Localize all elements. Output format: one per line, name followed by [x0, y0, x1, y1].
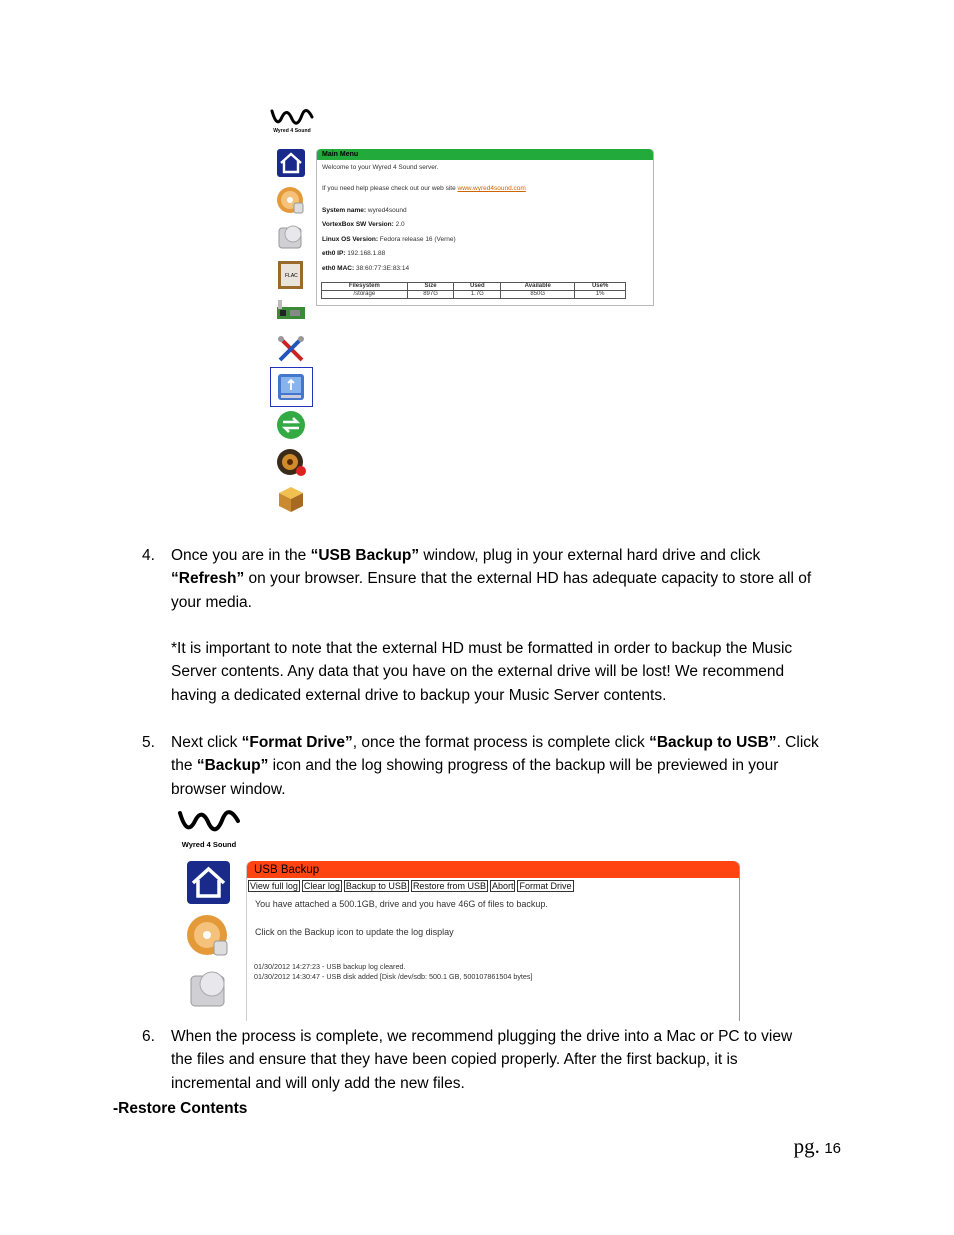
logo-text: Wyred 4 Sound — [273, 128, 311, 134]
system-name-row — [322, 207, 407, 214]
table-header-row — [322, 283, 626, 291]
cell: /storage — [322, 291, 408, 299]
text: the — [171, 757, 197, 775]
bold-text: “Refresh” — [171, 570, 245, 588]
w4s-logo-icon — [268, 107, 316, 129]
label: VortexBox SW Version: — [322, 221, 394, 228]
format-drive-button[interactable]: Format Drive — [519, 881, 572, 891]
welcome-text: Welcome to your Wyred 4 Sound server. — [322, 164, 439, 171]
home-icon[interactable] — [276, 148, 306, 178]
log-line: 01/30/2012 14:27:23 - USB backup log cleared. — [254, 962, 406, 971]
abort-button[interactable]: Abort — [491, 881, 514, 891]
button-row — [248, 880, 576, 892]
text: icon and the log showing progress of the backup will be previewed in your — [268, 757, 779, 775]
col-header: Filesystem — [322, 283, 408, 291]
label: eth0 MAC: — [322, 265, 355, 272]
line: browser window. — [171, 780, 286, 798]
page-prefix: pg. — [793, 1134, 820, 1158]
view-full-log-button[interactable]: View full log — [250, 881, 298, 891]
log-line: 01/30/2012 14:30:47 - USB disk added [Disk /dev/sdb: 500.1 GB, 500107861504 bytes] — [254, 972, 533, 981]
network-card-icon[interactable] — [276, 297, 306, 327]
label: System name: — [322, 207, 367, 214]
text: Once you are in the — [171, 547, 311, 564]
step-6-number: 6. — [142, 1028, 155, 1045]
usb-backup-panel — [246, 861, 740, 1021]
col-header: Available — [501, 283, 575, 291]
text: , once the format process is complete click — [352, 734, 650, 751]
tools-icon[interactable] — [276, 334, 306, 364]
sw-version-row — [322, 221, 405, 228]
value: wyred4sound — [367, 207, 407, 214]
line — [171, 567, 841, 590]
value: 38:60:77:3E:83:14 — [355, 265, 410, 272]
filesystem-table — [321, 282, 626, 299]
warning-note — [171, 637, 841, 707]
cell: 1.7G — [454, 291, 501, 299]
text: . Click — [776, 734, 819, 751]
step-5-number: 5. — [142, 734, 155, 751]
line: *It is important to note that the external HD must be formatted in order to backup the Music — [171, 640, 793, 657]
line: your media. — [171, 593, 252, 611]
value: Fedora release 16 (Verne) — [379, 236, 456, 243]
text: on your browser. Ensure that the external HD has adequate capacity to store all of — [244, 570, 812, 588]
restore-from-usb-button[interactable]: Restore from USB — [412, 881, 486, 891]
svg-text:FLAC: FLAC — [285, 273, 298, 279]
cell: 850G — [501, 291, 575, 299]
line: Server contents. Any data that you have on the external drive will be lost! We recommend — [171, 663, 785, 681]
text: window, plug in your external hard drive and click — [419, 547, 761, 564]
value: 192.168.1.88 — [347, 250, 386, 257]
line — [171, 544, 841, 567]
line — [171, 754, 841, 777]
label: Linux OS Version: — [322, 236, 378, 243]
step-5-text — [171, 731, 841, 801]
flac-icon[interactable] — [276, 260, 306, 290]
section-heading: -Restore Contents — [113, 1100, 248, 1117]
eth0-ip-row — [322, 250, 385, 257]
page-number — [794, 1134, 841, 1159]
sync-icon[interactable] — [276, 410, 306, 440]
package-icon[interactable] — [276, 484, 306, 514]
table-row — [322, 291, 626, 299]
speaker-icon[interactable] — [276, 447, 306, 477]
usb-icon[interactable] — [276, 372, 306, 402]
w4s-logo-icon — [174, 807, 244, 837]
line: the files and ensure that they have been copied properly. After the first backup, it is — [171, 1051, 738, 1069]
step-6-text — [171, 1025, 841, 1095]
text: Next click — [171, 734, 242, 751]
backup-to-usb-button[interactable]: Backup to USB — [345, 881, 407, 891]
cd-icon[interactable] — [276, 185, 306, 215]
help-label: If you need help please check out our web site — [322, 185, 456, 192]
bold-text: “Backup” — [196, 757, 269, 775]
os-version-row — [322, 236, 456, 243]
label: eth0 IP: — [322, 250, 346, 257]
step-4-text — [171, 544, 841, 614]
hard-drive-icon[interactable] — [186, 966, 231, 1011]
attached-message: You have attached a 500.1GB, drive and you have 46G of files to backup. — [255, 899, 548, 909]
line: incremental and will only add the new files. — [171, 1074, 465, 1092]
cell: 897G — [407, 291, 454, 299]
col-header: Size — [407, 283, 454, 291]
step-4-number: 4. — [142, 547, 155, 564]
wyred4sound-logo — [268, 107, 316, 137]
cell: 1% — [575, 291, 626, 299]
bold-text: “Format Drive” — [241, 734, 353, 751]
hard-drive-icon[interactable] — [276, 222, 306, 252]
line: When the process is complete, we recommend plugging the drive into a Mac or PC to view — [171, 1028, 793, 1045]
clear-log-button[interactable]: Clear log — [303, 881, 340, 891]
cd-icon[interactable] — [186, 913, 231, 958]
click-message: Click on the Backup icon to update the log display — [255, 927, 454, 937]
main-menu-panel — [316, 149, 654, 306]
panel-title: USB Backup — [247, 861, 739, 878]
eth0-mac-row — [322, 265, 409, 272]
value: 2.0 — [395, 221, 405, 228]
line — [171, 731, 841, 754]
website-link[interactable]: www.wyred4sound.com — [457, 185, 526, 192]
page-value: 16 — [824, 1140, 841, 1157]
panel-title: Main Menu — [317, 149, 653, 160]
help-text — [322, 185, 526, 192]
col-header: Used — [454, 283, 501, 291]
bold-text: “USB Backup” — [310, 547, 420, 564]
logo-text: Wyred 4 Sound — [181, 840, 237, 849]
wyred4sound-logo — [174, 807, 244, 847]
home-icon[interactable] — [186, 860, 231, 905]
col-header: Use% — [575, 283, 626, 291]
bold-text: “Backup to USB” — [649, 734, 777, 751]
line: having a dedicated external drive to backup your Music Server contents. — [171, 686, 667, 704]
